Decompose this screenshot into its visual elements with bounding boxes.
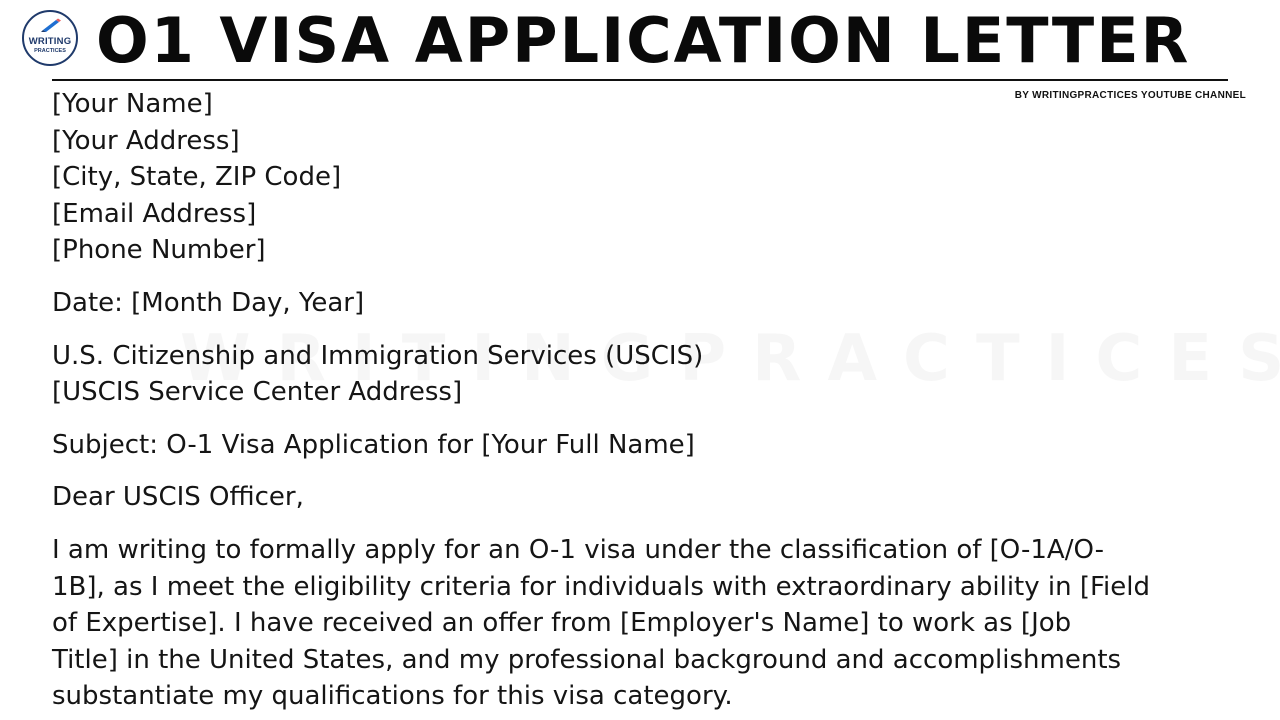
letter-date: Date: [Month Day, Year] [52,287,365,318]
letter-subject: Subject: O-1 Visa Application for [Your Full Name] [52,429,695,460]
sender-name: [Your Name] [52,89,213,119]
recipient-block [52,338,1242,411]
body-line: substantiate my qualifications for this visa category. [52,681,733,712]
logo-text-top: WRITING [28,36,72,47]
sender-phone: [Phone Number] [52,235,266,266]
sender-email: [Email Address] [52,198,257,229]
subject-block [52,427,1242,464]
recipient-address: [USCIS Service Center Address] [52,377,463,408]
body-line: 1B], as I meet the eligibility criteria for individuals with extraordinary ability in [Field [52,571,1151,602]
recipient-agency: U.S. Citizenship and Immigration Services (USCIS) [52,340,704,371]
channel-byline: BY WRITINGPRACTICES YOUTUBE CHANNEL [1014,90,1246,101]
letter-body [52,86,1242,720]
logo-text-bottom: PRACTICES [34,48,66,54]
body-paragraph [52,532,1242,715]
sender-address: [Your Address] [52,125,240,156]
salutation-block [52,479,1242,516]
sender-city-state-zip: [City, State, ZIP Code] [52,162,342,193]
page-title: O1 VISA APPLICATION LETTER [96,4,1191,77]
body-line: Title] in the United States, and my professional background and accomplishments [52,644,1122,675]
letter-salutation: Dear USCIS Officer, [52,482,304,513]
body-line: of Expertise]. I have received an offer from [Employer's Name] to work as [Job [52,608,1072,639]
pencil-icon [40,18,62,32]
date-block [52,285,1242,322]
title-divider [52,79,1228,81]
body-line: I am writing to formally apply for an O-1 visa under the classification of [O-1A/O- [52,534,1105,565]
sender-block [52,86,1242,269]
writing-practices-logo [22,10,78,66]
